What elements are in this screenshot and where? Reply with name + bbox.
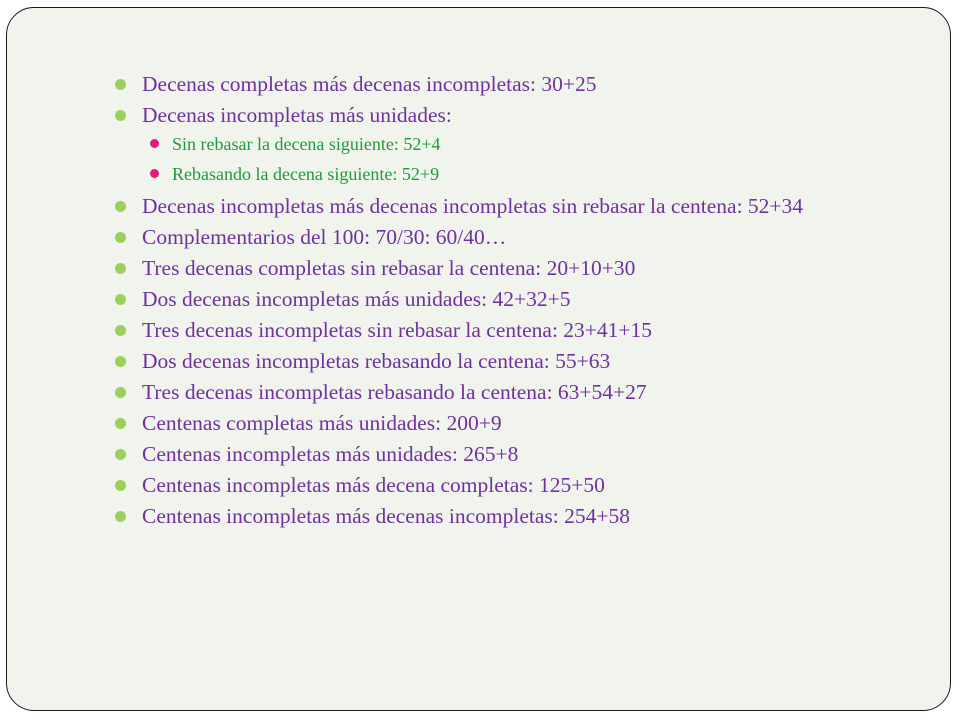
- bullet-dot-icon: [115, 201, 126, 212]
- bullet-text: Dos decenas incompletas rebasando la centena: 55+63: [142, 349, 611, 373]
- sub-bullet-text: Rebasando la decena siguiente: 52+9: [172, 164, 440, 184]
- sub-bullet-item: [112, 133, 892, 155]
- bullet-text: Decenas completas más decenas incompletas: 30+25: [142, 72, 597, 96]
- bullet-text: Complementarios del 100: 70/30: 60/40…: [142, 225, 507, 249]
- bullet-item: [112, 286, 892, 312]
- bullet-text: Tres decenas incompletas rebasando la centena: 63+54+27: [142, 380, 647, 404]
- bullet-dot-icon: [115, 79, 126, 90]
- sub-bullet-dot-icon: [150, 169, 159, 178]
- bullet-item: [112, 102, 892, 128]
- sub-bullet-text: Sin rebasar la decena siguiente: 52+4: [172, 134, 441, 154]
- sub-bullet-dot-icon: [150, 139, 159, 148]
- bullet-text: Centenas incompletas más unidades: 265+8: [142, 442, 519, 466]
- bullet-text: Centenas completas más unidades: 200+9: [142, 411, 502, 435]
- bullet-dot-icon: [115, 110, 126, 121]
- bullet-dot-icon: [115, 387, 126, 398]
- bullet-item: [112, 503, 892, 529]
- bullet-item: [112, 255, 892, 281]
- bullet-dot-icon: [115, 418, 126, 429]
- bullet-list: [112, 71, 892, 534]
- bullet-dot-icon: [115, 232, 126, 243]
- bullet-item: [112, 317, 892, 343]
- bullet-dot-icon: [115, 511, 126, 522]
- bullet-item: [112, 224, 892, 250]
- bullet-item: [112, 348, 892, 374]
- bullet-dot-icon: [115, 356, 126, 367]
- bullet-text: Dos decenas incompletas más unidades: 42+32+5: [142, 287, 571, 311]
- bullet-item: [112, 472, 892, 498]
- bullet-text: Centenas incompletas más decena completas: 125+50: [142, 473, 605, 497]
- slide: [6, 7, 951, 711]
- bullet-item: [112, 71, 892, 97]
- bullet-dot-icon: [115, 480, 126, 491]
- bullet-dot-icon: [115, 263, 126, 274]
- bullet-dot-icon: [115, 449, 126, 460]
- sub-bullet-item: [112, 163, 892, 185]
- bullet-item: [112, 193, 892, 219]
- bullet-item: [112, 379, 892, 405]
- bullet-text: Centenas incompletas más decenas incompletas: 254+58: [142, 504, 630, 528]
- bullet-text: Decenas incompletas más decenas incompletas sin rebasar la centena: 52+34: [142, 194, 804, 218]
- bullet-dot-icon: [115, 325, 126, 336]
- bullet-text: Tres decenas completas sin rebasar la centena: 20+10+30: [142, 256, 636, 280]
- bullet-item: [112, 410, 892, 436]
- bullet-text: Tres decenas incompletas sin rebasar la centena: 23+41+15: [142, 318, 653, 342]
- bullet-text: Decenas incompletas más unidades:: [142, 103, 452, 127]
- bullet-item: [112, 441, 892, 467]
- bullet-dot-icon: [115, 294, 126, 305]
